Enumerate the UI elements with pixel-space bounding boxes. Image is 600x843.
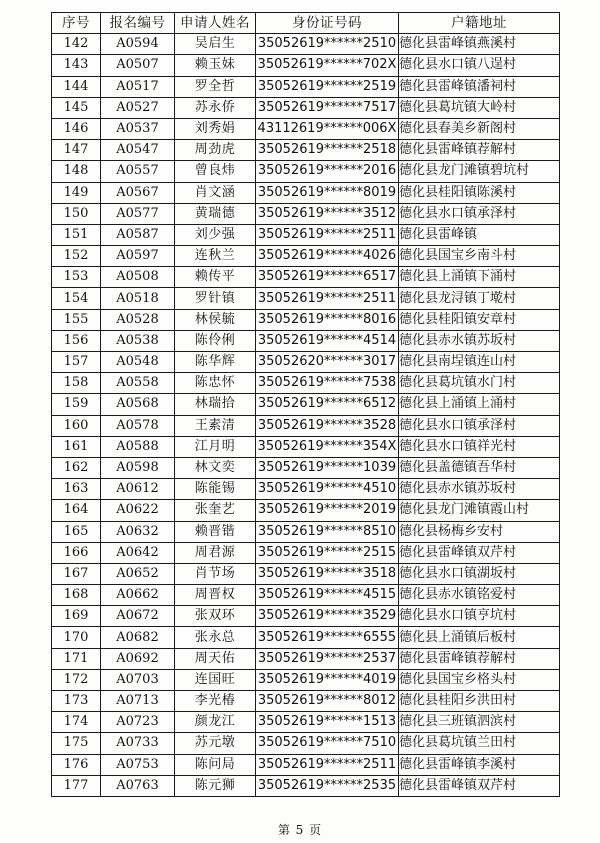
cell-applicant-name: 赖晋锴 <box>175 521 256 542</box>
cell-id-number: 35052619******3528 <box>256 415 399 436</box>
cell-serial-number: 169 <box>52 606 101 627</box>
table-row <box>52 330 560 351</box>
cell-household-address: 德化县上涌镇下涌村 <box>399 267 560 288</box>
cell-serial-number: 146 <box>52 118 101 139</box>
table-row <box>52 161 560 182</box>
cell-serial-number: 177 <box>52 775 101 796</box>
cell-id-number: 35052620******3017 <box>256 352 399 373</box>
cell-id-number: 35052619******354X <box>256 436 399 457</box>
cell-serial-number: 162 <box>52 457 101 478</box>
table-header-row <box>52 13 560 34</box>
cell-serial-number: 175 <box>52 733 101 754</box>
cell-registration-number: A0692 <box>101 648 175 669</box>
table-row <box>52 775 560 796</box>
table-row <box>52 585 560 606</box>
cell-household-address: 德化县桂阳镇陈溪村 <box>399 182 560 203</box>
cell-applicant-name: 陈伶俐 <box>175 330 256 351</box>
cell-household-address: 德化县赤水镇苏坂村 <box>399 330 560 351</box>
cell-registration-number: A0527 <box>101 97 175 118</box>
cell-id-number: 35052619******2518 <box>256 140 399 161</box>
cell-household-address: 德化县龙门滩镇碧坑村 <box>399 161 560 182</box>
cell-household-address: 德化县上涌镇后板村 <box>399 627 560 648</box>
cell-serial-number: 166 <box>52 542 101 563</box>
cell-applicant-name: 颜龙江 <box>175 712 256 733</box>
cell-id-number: 35052619******7517 <box>256 97 399 118</box>
cell-household-address: 德化县龙浔镇丁墘村 <box>399 288 560 309</box>
cell-serial-number: 173 <box>52 691 101 712</box>
page-number: 第 5 页 <box>277 823 323 837</box>
cell-applicant-name: 周劲虎 <box>175 140 256 161</box>
cell-id-number: 35052619******6555 <box>256 627 399 648</box>
cell-household-address: 德化县桂阳乡洪田村 <box>399 691 560 712</box>
table-row <box>52 479 560 500</box>
cell-household-address: 德化县葛坑镇水门村 <box>399 373 560 394</box>
table-row <box>52 352 560 373</box>
cell-applicant-name: 江月明 <box>175 436 256 457</box>
cell-registration-number: A0547 <box>101 140 175 161</box>
cell-applicant-name: 肖节场 <box>175 563 256 584</box>
cell-applicant-name: 林侯毓 <box>175 309 256 330</box>
cell-applicant-name: 连秋兰 <box>175 246 256 267</box>
table-row <box>52 415 560 436</box>
cell-id-number: 35052619******3512 <box>256 203 399 224</box>
cell-applicant-name: 赖玉妹 <box>175 55 256 76</box>
cell-household-address: 德化县龙门滩镇霞山村 <box>399 500 560 521</box>
table-row <box>52 712 560 733</box>
cell-registration-number: A0557 <box>101 161 175 182</box>
cell-registration-number: A0558 <box>101 373 175 394</box>
cell-id-number: 35052619******8016 <box>256 309 399 330</box>
cell-registration-number: A0642 <box>101 542 175 563</box>
cell-serial-number: 161 <box>52 436 101 457</box>
cell-id-number: 35052619******4515 <box>256 585 399 606</box>
table-row <box>52 224 560 245</box>
cell-id-number: 35052619******2019 <box>256 500 399 521</box>
table-row <box>52 246 560 267</box>
cell-id-number: 35052619******6517 <box>256 267 399 288</box>
cell-registration-number: A0537 <box>101 118 175 139</box>
table-row <box>52 140 560 161</box>
cell-id-number: 35052619******3518 <box>256 563 399 584</box>
cell-registration-number: A0672 <box>101 606 175 627</box>
cell-household-address: 德化县杨梅乡安村 <box>399 521 560 542</box>
cell-applicant-name: 周君源 <box>175 542 256 563</box>
cell-serial-number: 164 <box>52 500 101 521</box>
table-row <box>52 118 560 139</box>
cell-household-address: 德化县葛坑镇大岭村 <box>399 97 560 118</box>
cell-registration-number: A0587 <box>101 224 175 245</box>
cell-household-address: 德化县盖德镇吾华村 <box>399 457 560 478</box>
cell-id-number: 35052619******1039 <box>256 457 399 478</box>
cell-applicant-name: 林瑞拾 <box>175 394 256 415</box>
cell-registration-number: A0662 <box>101 585 175 606</box>
cell-household-address: 德化县赤水镇苏坂村 <box>399 479 560 500</box>
cell-applicant-name: 王素清 <box>175 415 256 436</box>
cell-serial-number: 159 <box>52 394 101 415</box>
table-row <box>52 55 560 76</box>
cell-serial-number: 158 <box>52 373 101 394</box>
cell-serial-number: 153 <box>52 267 101 288</box>
table-row <box>52 76 560 97</box>
cell-registration-number: A0528 <box>101 309 175 330</box>
cell-registration-number: A0753 <box>101 754 175 775</box>
cell-household-address: 德化县葛坑镇兰田村 <box>399 733 560 754</box>
cell-applicant-name: 刘秀娟 <box>175 118 256 139</box>
cell-serial-number: 151 <box>52 224 101 245</box>
cell-applicant-name: 曾良炜 <box>175 161 256 182</box>
cell-household-address: 德化县雷峰镇荐解村 <box>399 648 560 669</box>
table-row <box>52 97 560 118</box>
cell-household-address: 德化县南埕镇连山村 <box>399 352 560 373</box>
cell-registration-number: A0733 <box>101 733 175 754</box>
table-row <box>52 457 560 478</box>
cell-registration-number: A0517 <box>101 76 175 97</box>
cell-applicant-name: 周天佑 <box>175 648 256 669</box>
cell-household-address: 德化县桂阳镇安章村 <box>399 309 560 330</box>
cell-id-number: 35052619******2510 <box>256 34 399 55</box>
cell-id-number: 35052619******3529 <box>256 606 399 627</box>
cell-household-address: 德化县赤水镇铭爱村 <box>399 585 560 606</box>
cell-registration-number: A0577 <box>101 203 175 224</box>
cell-applicant-name: 连国旺 <box>175 669 256 690</box>
cell-registration-number: A0632 <box>101 521 175 542</box>
cell-applicant-name: 周晋权 <box>175 585 256 606</box>
cell-applicant-name: 陈元狮 <box>175 775 256 796</box>
cell-id-number: 35052619******2515 <box>256 542 399 563</box>
table-row <box>52 542 560 563</box>
cell-household-address: 德化县雷峰镇李溪村 <box>399 754 560 775</box>
cell-household-address: 德化县雷峰镇潘祠村 <box>399 76 560 97</box>
cell-household-address: 德化县雷峰镇双芹村 <box>399 542 560 563</box>
table-row <box>52 733 560 754</box>
cell-registration-number: A0578 <box>101 415 175 436</box>
cell-serial-number: 149 <box>52 182 101 203</box>
cell-applicant-name: 黄瑞德 <box>175 203 256 224</box>
cell-serial-number: 160 <box>52 415 101 436</box>
cell-applicant-name: 李光椿 <box>175 691 256 712</box>
cell-serial-number: 142 <box>52 34 101 55</box>
cell-applicant-name: 罗针镇 <box>175 288 256 309</box>
cell-registration-number: A0507 <box>101 55 175 76</box>
cell-serial-number: 167 <box>52 563 101 584</box>
table-row <box>52 288 560 309</box>
cell-registration-number: A0538 <box>101 330 175 351</box>
cell-registration-number: A0723 <box>101 712 175 733</box>
cell-serial-number: 154 <box>52 288 101 309</box>
cell-registration-number: A0703 <box>101 669 175 690</box>
table-row <box>52 606 560 627</box>
cell-serial-number: 143 <box>52 55 101 76</box>
cell-id-number: 43112619******006X <box>256 118 399 139</box>
cell-serial-number: 145 <box>52 97 101 118</box>
applicant-table <box>51 12 560 797</box>
cell-id-number: 35052619******7538 <box>256 373 399 394</box>
table-row <box>52 648 560 669</box>
cell-serial-number: 172 <box>52 669 101 690</box>
table-body <box>52 34 560 797</box>
cell-registration-number: A0548 <box>101 352 175 373</box>
cell-household-address: 德化县水口镇八逞村 <box>399 55 560 76</box>
cell-id-number: 35052619******1513 <box>256 712 399 733</box>
table-row <box>52 563 560 584</box>
cell-household-address: 德化县雷峰镇 <box>399 224 560 245</box>
cell-serial-number: 152 <box>52 246 101 267</box>
cell-household-address: 德化县雷峰镇双芹村 <box>399 775 560 796</box>
cell-applicant-name: 张奎艺 <box>175 500 256 521</box>
table-row <box>52 182 560 203</box>
table-row <box>52 203 560 224</box>
cell-serial-number: 165 <box>52 521 101 542</box>
cell-household-address: 德化县三班镇泗滨村 <box>399 712 560 733</box>
cell-registration-number: A0763 <box>101 775 175 796</box>
cell-serial-number: 171 <box>52 648 101 669</box>
cell-serial-number: 170 <box>52 627 101 648</box>
cell-household-address: 德化县国宝乡南斗村 <box>399 246 560 267</box>
cell-applicant-name: 肖文涵 <box>175 182 256 203</box>
cell-registration-number: A0508 <box>101 267 175 288</box>
cell-applicant-name: 苏元墩 <box>175 733 256 754</box>
table-row <box>52 34 560 55</box>
cell-serial-number: 176 <box>52 754 101 775</box>
table-row <box>52 521 560 542</box>
cell-registration-number: A0682 <box>101 627 175 648</box>
cell-id-number: 35052619******4026 <box>256 246 399 267</box>
header-household-address: 户籍地址 <box>399 13 560 34</box>
cell-id-number: 35052619******2535 <box>256 775 399 796</box>
cell-id-number: 35052619******6512 <box>256 394 399 415</box>
cell-serial-number: 168 <box>52 585 101 606</box>
cell-registration-number: A0612 <box>101 479 175 500</box>
cell-registration-number: A0518 <box>101 288 175 309</box>
cell-serial-number: 157 <box>52 352 101 373</box>
cell-household-address: 德化县国宝乡格头村 <box>399 669 560 690</box>
cell-applicant-name: 张双环 <box>175 606 256 627</box>
cell-id-number: 35052619******7510 <box>256 733 399 754</box>
cell-household-address: 德化县雷峰镇荐解村 <box>399 140 560 161</box>
cell-household-address: 德化县雷峰镇燕溪村 <box>399 34 560 55</box>
cell-registration-number: A0713 <box>101 691 175 712</box>
table-row <box>52 691 560 712</box>
cell-applicant-name: 刘少强 <box>175 224 256 245</box>
table-row <box>52 394 560 415</box>
cell-registration-number: A0598 <box>101 457 175 478</box>
cell-id-number: 35052619******8019 <box>256 182 399 203</box>
cell-id-number: 35052619******702X <box>256 55 399 76</box>
cell-serial-number: 163 <box>52 479 101 500</box>
cell-applicant-name: 林文奕 <box>175 457 256 478</box>
cell-household-address: 德化县水口镇湖坂村 <box>399 563 560 584</box>
header-serial-number: 序号 <box>52 13 101 34</box>
cell-registration-number: A0597 <box>101 246 175 267</box>
cell-id-number: 35052619******2511 <box>256 754 399 775</box>
cell-applicant-name: 陈华辉 <box>175 352 256 373</box>
cell-registration-number: A0594 <box>101 34 175 55</box>
cell-household-address: 德化县春美乡新阁村 <box>399 118 560 139</box>
cell-serial-number: 155 <box>52 309 101 330</box>
cell-registration-number: A0588 <box>101 436 175 457</box>
cell-registration-number: A0652 <box>101 563 175 584</box>
cell-applicant-name: 张永总 <box>175 627 256 648</box>
table-row <box>52 669 560 690</box>
cell-applicant-name: 罗全哲 <box>175 76 256 97</box>
header-id-number: 身份证号码 <box>256 13 399 34</box>
cell-id-number: 35052619******2511 <box>256 288 399 309</box>
cell-household-address: 德化县水口镇祥光村 <box>399 436 560 457</box>
cell-serial-number: 148 <box>52 161 101 182</box>
cell-serial-number: 174 <box>52 712 101 733</box>
cell-applicant-name: 苏永侨 <box>175 97 256 118</box>
cell-id-number: 35052619******4510 <box>256 479 399 500</box>
cell-serial-number: 147 <box>52 140 101 161</box>
cell-id-number: 35052619******2519 <box>256 76 399 97</box>
cell-id-number: 35052619******2016 <box>256 161 399 182</box>
table-row <box>52 754 560 775</box>
table-row <box>52 436 560 457</box>
table-row <box>52 267 560 288</box>
cell-id-number: 35052619******8012 <box>256 691 399 712</box>
table-row <box>52 309 560 330</box>
cell-applicant-name: 赖传平 <box>175 267 256 288</box>
cell-registration-number: A0568 <box>101 394 175 415</box>
cell-applicant-name: 陈忠怀 <box>175 373 256 394</box>
cell-applicant-name: 陈问局 <box>175 754 256 775</box>
cell-serial-number: 150 <box>52 203 101 224</box>
cell-household-address: 德化县水口镇承泽村 <box>399 203 560 224</box>
cell-id-number: 35052619******2511 <box>256 224 399 245</box>
cell-serial-number: 156 <box>52 330 101 351</box>
cell-applicant-name: 吴启生 <box>175 34 256 55</box>
table-row <box>52 500 560 521</box>
cell-id-number: 35052619******2537 <box>256 648 399 669</box>
cell-registration-number: A0567 <box>101 182 175 203</box>
cell-household-address: 德化县水口镇承泽村 <box>399 415 560 436</box>
cell-applicant-name: 陈能锡 <box>175 479 256 500</box>
header-applicant-name: 申请人姓名 <box>175 13 256 34</box>
cell-id-number: 35052619******4019 <box>256 669 399 690</box>
cell-household-address: 德化县水口镇亨坑村 <box>399 606 560 627</box>
cell-registration-number: A0622 <box>101 500 175 521</box>
table-row <box>52 627 560 648</box>
cell-household-address: 德化县上涌镇上涌村 <box>399 394 560 415</box>
table-row <box>52 373 560 394</box>
cell-id-number: 35052619******4514 <box>256 330 399 351</box>
cell-id-number: 35052619******8510 <box>256 521 399 542</box>
header-registration-number: 报名编号 <box>101 13 175 34</box>
cell-serial-number: 144 <box>52 76 101 97</box>
